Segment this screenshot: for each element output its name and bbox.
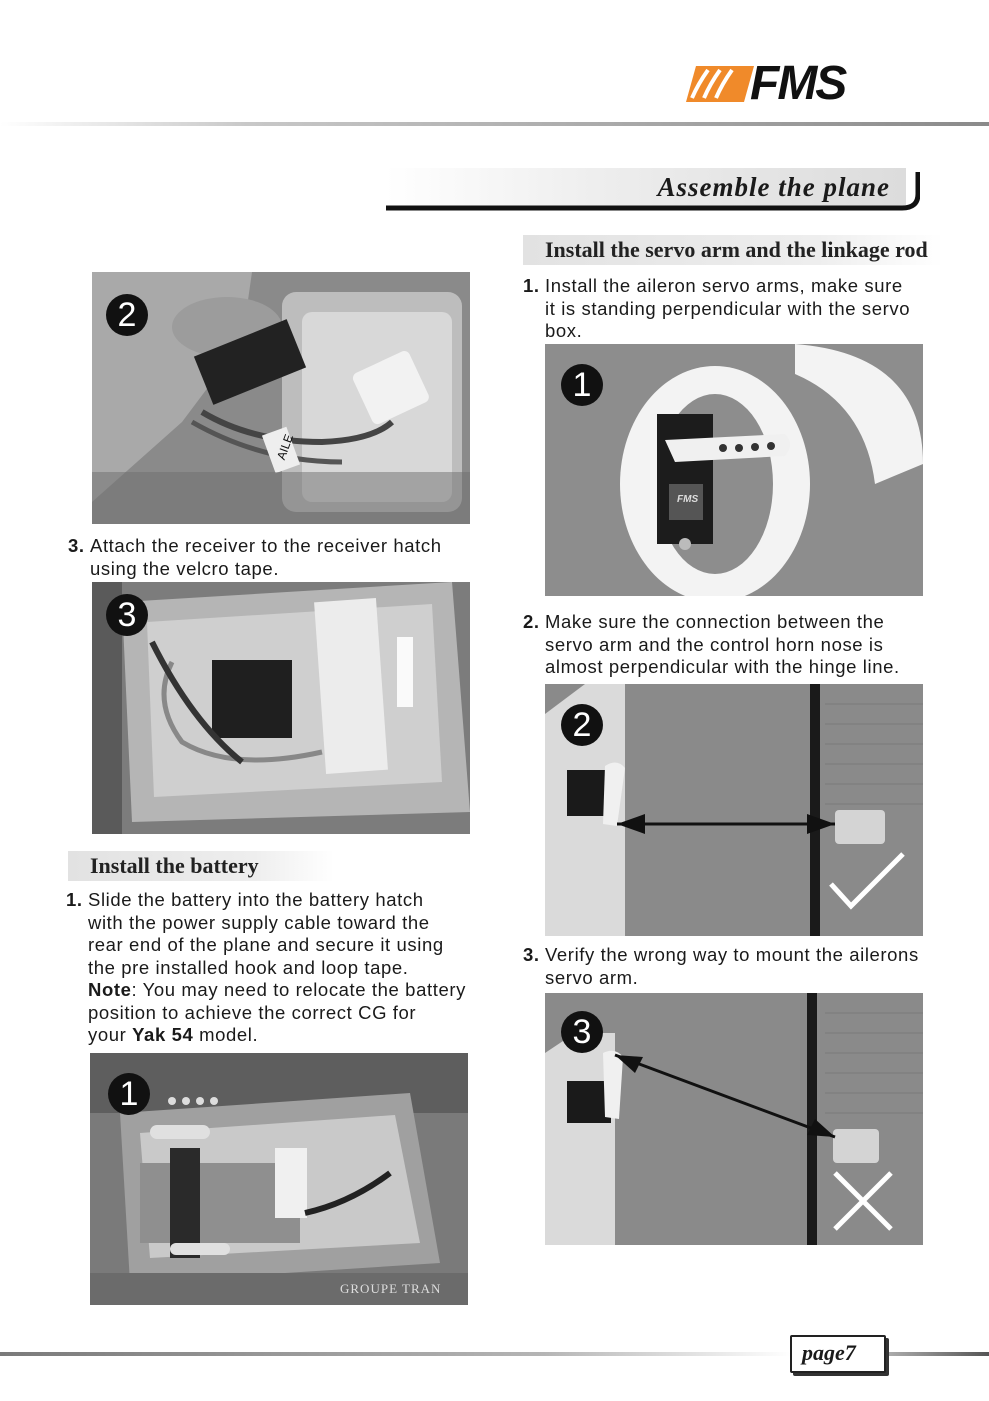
step-text-line: Slide the battery into the battery hatch [88,889,424,910]
step-text-line: it is standing perpendicular with the servo [545,297,911,319]
photo-battery-hatch [90,1053,468,1305]
header-divider [0,122,989,126]
step-text-line: almost perpendicular with the hinge line. [545,656,900,677]
step-slide-battery [66,889,506,1047]
step-badge: 1 [108,1073,150,1115]
step-text-line: Install the aileron servo arms, make sure [545,275,903,296]
photo-correct-linkage [545,684,923,936]
step-text-line: Make sure the connection between the [545,611,885,632]
section-title-banner [386,168,920,212]
step-text-line: box. [545,320,583,341]
step-connection-perpendicular [523,611,963,679]
step-attach-receiver [68,535,488,580]
section-title: Assemble the plane [657,172,890,202]
step-number: 1. [523,275,540,296]
logo-text: FMS [750,57,846,110]
step-install-servo-arms [523,275,963,343]
section-heading-servo [523,235,943,265]
note-line-3: your Yak 54 model. [88,1024,259,1045]
step-text-line: using the velcro tape. [90,557,280,579]
note-text: : You may need to relocate the battery [131,979,466,1000]
step-text-line: Verify the wrong way to mount the ailerons [545,944,919,965]
step-text-line: with the power supply cable toward the [88,911,430,933]
step-badge: 2 [106,294,148,336]
photo-receiver-connection [92,272,470,524]
photo-caption: GROUPE TRAN [340,1281,442,1296]
fms-logo-stripes-icon [686,62,756,106]
step-badge: 1 [561,364,603,406]
model-name: Yak 54 [132,1024,194,1045]
photo-receiver-velcro [92,582,470,834]
photo-wrong-linkage [545,993,923,1245]
step-text-line: the pre installed hook and loop tape. [88,956,409,978]
step-badge: 3 [561,1011,603,1053]
aileron-label: AILE [273,432,297,462]
step-number: 2. [523,611,540,632]
step-badge: 2 [561,704,603,746]
note-line-2: position to achieve the correct CG for [88,1001,417,1023]
section-heading-text: Install the battery [90,853,259,878]
step-number: 3. [523,944,540,965]
section-heading-battery [68,851,334,881]
page-number-tab [790,1335,886,1373]
step-text-line: servo arm and the control horn nose is [545,633,884,655]
step-text-line: servo arm. [545,966,639,988]
step-text-line: rear end of the plane and secure it using [88,934,444,955]
step-text-line: Attach the receiver to the receiver hatch [90,535,442,556]
note-line [88,979,506,1002]
note-label: Note [88,979,132,1000]
fms-logo [686,57,881,110]
section-heading-text: Install the servo arm and the linkage rod [545,237,928,262]
step-number: 3. [68,535,85,556]
step-badge: 3 [106,594,148,636]
step-number: 1. [66,889,83,910]
photo-servo-arm [545,344,923,596]
servo-brand-label: FMS [677,494,699,505]
page-number: page7 [802,1340,856,1365]
step-wrong-mount [523,944,963,989]
